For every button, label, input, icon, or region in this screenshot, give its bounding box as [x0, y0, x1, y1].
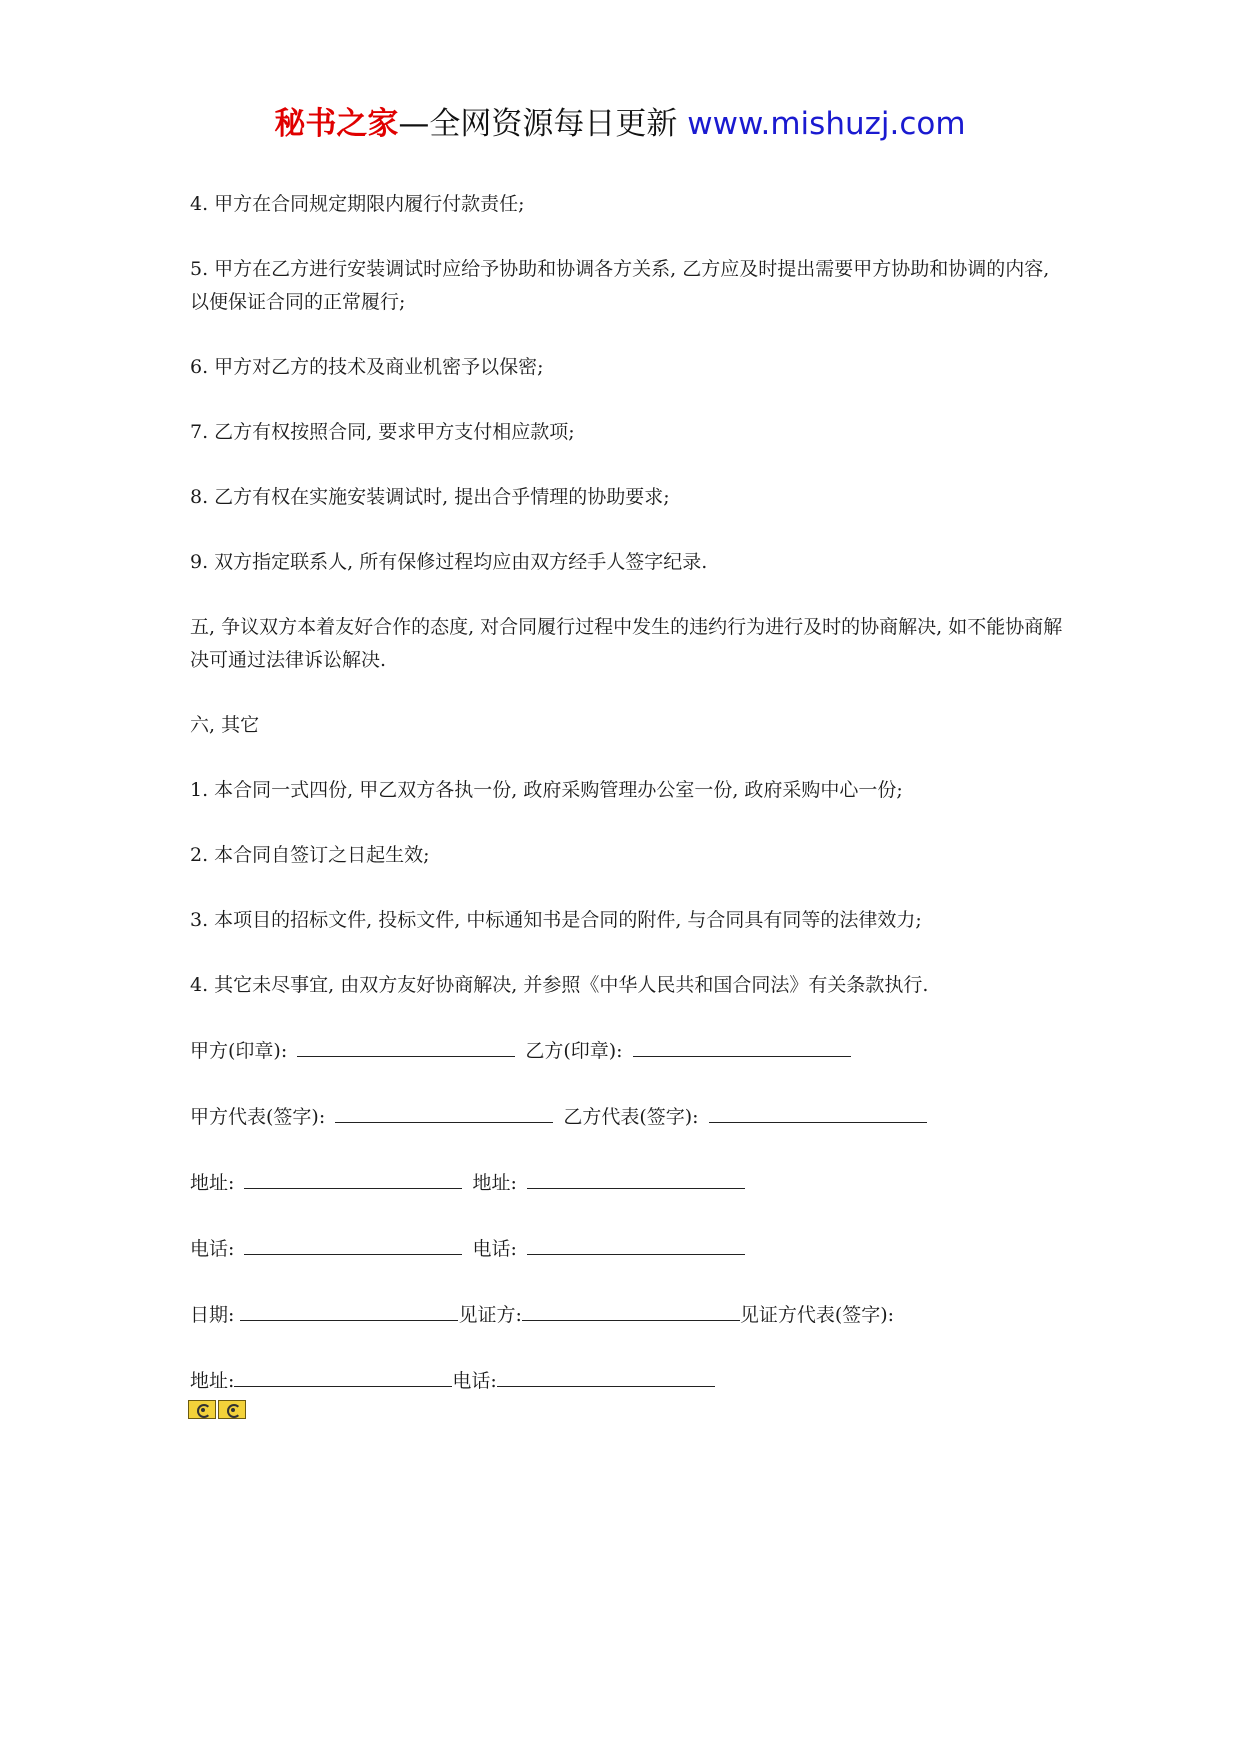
banner-brand: 秘书之家: [274, 106, 399, 142]
party-b-phone-label: 电话:: [472, 1238, 517, 1260]
date-witness-line: [190, 1298, 1070, 1332]
witness-label: 见证方:: [458, 1304, 522, 1326]
clause-6-confidentiality: 6. 甲方对乙方的技术及商业机密予以保密;: [190, 356, 544, 378]
banner-slogan: —全网资源每日更新: [398, 106, 688, 142]
witness-field[interactable]: [522, 1298, 740, 1321]
clause-9-contacts: 9. 双方指定联系人, 所有保修过程均应由双方经手人签字纪录.: [190, 551, 708, 573]
witness-address-label: 地址:: [190, 1370, 235, 1392]
site-banner: [0, 102, 1240, 146]
party-b-address-label: 地址:: [472, 1172, 517, 1194]
embedded-icons: [188, 1400, 248, 1420]
clause-5-cooperation: 5. 甲方在乙方进行安装调试时应给予协助和协调各方关系, 乙方应及时提出需要甲方协助和协调的内容, 以便保证合同的正常履行;: [190, 258, 1050, 313]
embedded-object-icon[interactable]: [188, 1400, 216, 1419]
party-b-seal-label: 乙方(印章):: [525, 1040, 623, 1062]
other-clause-4: 4. 其它未尽事宜, 由双方友好协商解决, 并参照《中华人民共和国合同法》有关条款执行.: [190, 974, 929, 996]
embedded-object-icon[interactable]: [218, 1400, 246, 1419]
other-clause-2: 2. 本合同自签订之日起生效;: [190, 844, 430, 866]
witness-contact-line: [190, 1364, 1070, 1398]
contract-body: [190, 188, 1070, 1430]
party-a-seal-field[interactable]: [297, 1034, 515, 1057]
party-b-seal-field[interactable]: [633, 1034, 851, 1057]
seal-line: [190, 1034, 1070, 1068]
witness-address-field[interactable]: [234, 1364, 452, 1387]
clause-7-payment-right: 7. 乙方有权按照合同, 要求甲方支付相应款项;: [190, 421, 575, 443]
party-a-rep-label: 甲方代表(签字):: [190, 1106, 326, 1128]
date-label: 日期:: [190, 1304, 235, 1326]
party-a-rep-field[interactable]: [335, 1100, 553, 1123]
party-a-address-label: 地址:: [190, 1172, 235, 1194]
party-a-seal-label: 甲方(印章):: [190, 1040, 288, 1062]
date-field[interactable]: [240, 1298, 458, 1321]
section-5-dispute: 五, 争议双方本着友好合作的态度, 对合同履行过程中发生的违约行为进行及时的协商解决, 如不能协商解决可通过法律诉讼解决.: [190, 616, 1063, 671]
party-a-phone-label: 电话:: [190, 1238, 235, 1260]
witness-phone-label: 电话:: [452, 1370, 497, 1392]
section-6-heading: 六, 其它: [190, 714, 260, 736]
other-clause-3: 3. 本项目的招标文件, 投标文件, 中标通知书是合同的附件, 与合同具有同等的法律效力;: [190, 909, 922, 931]
party-b-rep-label: 乙方代表(签字):: [563, 1106, 699, 1128]
banner-url[interactable]: www.mishuzj.com: [687, 106, 966, 142]
address-line: [190, 1166, 1070, 1200]
representative-line: [190, 1100, 1070, 1134]
party-b-phone-field[interactable]: [527, 1232, 745, 1255]
clause-8-assistance: 8. 乙方有权在实施安装调试时, 提出合乎情理的协助要求;: [190, 486, 670, 508]
other-clause-1: 1. 本合同一式四份, 甲乙双方各执一份, 政府采购管理办公室一份, 政府采购中心一份;: [190, 779, 903, 801]
clause-4-payment: 4. 甲方在合同规定期限内履行付款责任;: [190, 193, 525, 215]
party-a-phone-field[interactable]: [244, 1232, 462, 1255]
phone-line: [190, 1232, 1070, 1266]
party-b-address-field[interactable]: [527, 1166, 745, 1189]
party-b-rep-field[interactable]: [709, 1100, 927, 1123]
party-a-address-field[interactable]: [244, 1166, 462, 1189]
witness-rep-label: 见证方代表(签字):: [739, 1304, 895, 1326]
witness-phone-field[interactable]: [497, 1364, 715, 1387]
